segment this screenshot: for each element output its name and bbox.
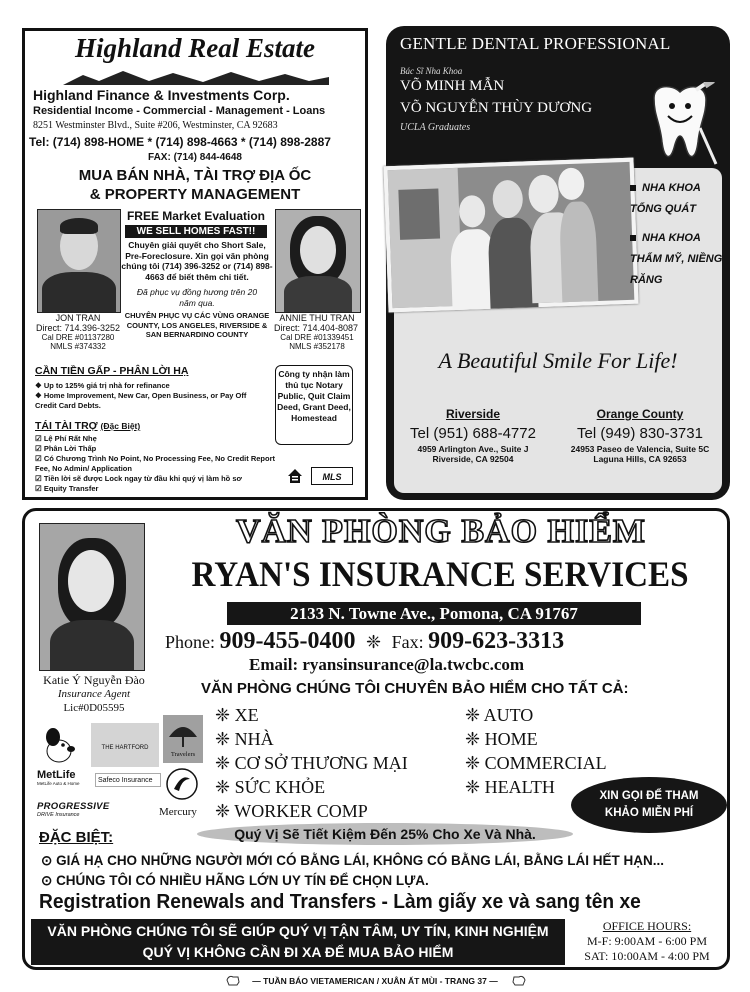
refi-item: ☑ Phân Lời Thấp	[35, 444, 97, 453]
notary-box: Công ty nhận làm thủ tục Notary Public, Quit Claim Deed, Grant Deed, Homestead	[275, 365, 353, 445]
urgent-list	[35, 381, 270, 411]
office-hours-saturday: SAT: 10:00AM - 4:00 PM	[584, 949, 710, 963]
agent-title: Insurance Agent	[57, 688, 131, 700]
asterism-icon: ❈	[465, 705, 484, 725]
refi-item: ☑ Lệ Phí Rất Nhẹ	[35, 434, 97, 443]
list-item: ❈ SỨC KHỎE	[215, 777, 326, 797]
metlife-logo: MetLife MetLife Auto & Home	[37, 769, 80, 786]
highland-address: 8251 Westminster Blvd., Suite #206, Westminster, CA 92683	[33, 120, 278, 131]
urgent-title: CẦN TIỀN GẤP - PHÂN LỜI HẠ	[35, 365, 189, 377]
office-address-line2: Laguna Hills, CA 92653	[593, 454, 687, 464]
insurance-specialty: VĂN PHÒNG CHÚNG TÔI CHUYÊN BẢO HIỂM CHO TẤT CẢ:	[201, 680, 629, 697]
diamond-bullet-icon: ❖	[35, 381, 44, 390]
asterism-icon: ❈	[465, 753, 485, 773]
checkbox-icon: ☑	[35, 444, 44, 453]
office-tel: Tel (949) 830-3731	[577, 425, 703, 442]
office-orange-county	[554, 407, 726, 464]
highland-fax: FAX: (714) 844-4648	[148, 152, 242, 163]
asterism-icon: ❈	[465, 777, 485, 797]
safeco-logo: Safeco Insurance	[95, 773, 161, 787]
dental-school: UCLA Graduates	[400, 122, 471, 133]
square-bullet-icon	[630, 185, 636, 191]
list-item: ❈ CƠ SỞ THƯƠNG MẠI	[215, 753, 408, 773]
list-item: ❈ WORKER COMP	[215, 801, 368, 821]
phone-label: Phone:	[165, 632, 216, 652]
insurance-phone-line	[165, 628, 725, 655]
dental-service-2: NHA KHOA THẨM MỸ, NIỀNG RĂNG	[630, 232, 723, 286]
page-footer: — TUẦN BÁO VIETAMERICAN / XUÂN ẤT MÙI - TRANG 37 —	[252, 976, 498, 986]
agent-dre-annie: Cal DRE #01339451	[280, 333, 354, 342]
counties-text: CHUYÊN PHỤC VỤ CÁC VÙNG ORANGE COUNTY, LOS ANGELES, RIVERSIDE & SAN BERNARDINO COUNTY	[124, 311, 270, 339]
checkbox-icon: ☑	[35, 474, 44, 483]
insurance-email: Email: ryansinsurance@la.twcbc.com	[249, 655, 525, 674]
snoopy-logo	[39, 725, 79, 765]
bottom-line-1: VĂN PHÒNG CHÚNG TÔI SẼ GIÚP QUÝ VỊ TẬN TÂM, UY TÍN, KINH NGHIỆM	[47, 923, 549, 939]
agent-photo-jon	[37, 209, 121, 313]
phone-number: 909-455-0400	[219, 628, 356, 654]
highland-headline-2: & PROPERTY MANAGEMENT	[89, 186, 301, 203]
agent-license: Lic#0D05595	[63, 702, 125, 714]
highland-ad	[22, 28, 368, 500]
mls-logo: MLS	[311, 467, 353, 485]
checkbox-icon: ☑	[35, 454, 44, 463]
office-address-line2: Riverside, CA 92504	[432, 454, 514, 464]
hartford-logo: THE HARTFORD	[91, 723, 159, 767]
family-photo	[384, 158, 639, 313]
sell-fast-banner: WE SELL HOMES FAST!!	[125, 225, 267, 238]
circle-bullet-icon: ⊙	[41, 853, 57, 868]
office-tel: Tel (951) 688-4772	[410, 425, 536, 442]
special-list	[41, 851, 721, 891]
fax-number: 909-623-3313	[428, 628, 565, 654]
list-item: ❈ COMMERCIAL	[465, 753, 607, 773]
mercury-logo: Mercury	[159, 767, 209, 818]
square-bullet-icon	[630, 235, 636, 241]
office-name: Orange County	[596, 407, 684, 421]
refi-item: ☑ Tiền lời sẽ được Lock ngay từ đầu khi quý vị làm hồ sơ	[35, 474, 242, 483]
refi-title: TÁI TÀI TRỢ (Đặc Biệt)	[35, 420, 141, 432]
agent-direct-annie: Direct: 714.404-8087	[273, 323, 359, 333]
travelers-logo: Travelers	[163, 715, 203, 763]
refi-item: ☑ Có Chương Trình No Point, No Processing Fee, No Credit Report Fee, No Admin/ Application	[35, 454, 276, 473]
office-hours-title: OFFICE HOURS:	[602, 919, 692, 933]
agent-photo-annie	[275, 209, 361, 313]
free-evaluation: FREE Market Evaluation	[126, 209, 266, 223]
bottom-banner	[31, 919, 565, 965]
urgent-item: ❖ Up to 125% giá trị nhà for refinance	[35, 381, 170, 390]
office-riverside	[398, 407, 548, 464]
list-item: ❈ HOME	[465, 729, 538, 749]
insurance-title-en: RYAN'S INSURANCE SERVICES	[191, 554, 689, 594]
agent-dre-jon: Cal DRE #01137280	[41, 333, 115, 342]
doctor-1: VÕ MINH MẪN	[400, 78, 505, 94]
asterism-icon: ❈	[215, 729, 235, 749]
office-hours-weekday: M-F: 9:00AM - 6:00 PM	[586, 934, 708, 948]
highland-title: Highland Real Estate	[74, 33, 316, 63]
circle-bullet-icon: ⊙	[41, 873, 57, 888]
agent-direct-jon: Direct: 714.396-3252	[35, 323, 121, 333]
equal-housing-icon	[287, 468, 303, 484]
asterism-icon: ❈	[366, 632, 382, 652]
checkbox-icon: ☑	[35, 434, 44, 443]
agent-name-jon: JON TRAN	[55, 313, 101, 323]
list-item: ❈ NHÀ	[215, 729, 274, 749]
dog-right-icon	[512, 974, 526, 986]
list-item: ❈ XE	[215, 705, 259, 725]
diamond-bullet-icon: ❖	[35, 391, 44, 400]
highland-tel: Tel: (714) 898-HOME * (714) 898-4663 * (714) 898-2887	[29, 135, 331, 149]
office-name: Riverside	[445, 407, 501, 421]
dental-service-1: NHA KHOA TỔNG QUÁT	[630, 182, 701, 215]
savings-banner: Quý Vị Sẽ Tiết Kiệm Đến 25% Cho Xe Và Nhà.	[197, 823, 573, 845]
asterism-icon: ❈	[215, 777, 235, 797]
short-sale-text: Chuyên giải quyết cho Short Sale, Pre-Foreclosure. Xin gọi văn phòng chúng tôi (714) 396-3252 or (714) 898-4663 để biết thêm chi tiết.	[121, 240, 273, 282]
special-item: ⊙ GIÁ HẠ CHO NHỮNG NGƯỜI MỚI CÓ BẰNG LÁI, KHÔNG CÓ BẰNG LÁI, BẰNG LÁI HẾT HẠN...	[41, 853, 664, 868]
progressive-logo: PROGRESSIVE DRIVE Insurance	[37, 801, 110, 818]
asterism-icon: ❈	[215, 705, 235, 725]
special-item: ⊙ CHÚNG TÔI CÓ NHIỀU HÃNG LỚN UY TÍN ĐỂ CHỌN LỰA.	[41, 873, 429, 888]
office-address-line1: 24953 Paseo de Valencia, Suite 5C	[570, 444, 710, 454]
dental-slogan: A Beautiful Smile For Life!	[438, 348, 678, 373]
mountain-logo	[63, 69, 329, 85]
agent-nmls-jon: NMLS #374332	[50, 342, 106, 351]
tooth-mascot-icon	[642, 82, 718, 168]
call-free-consult-badge: XIN GỌI ĐỂ THAM KHẢO MIỄN PHÍ	[571, 777, 727, 833]
insurance-title-vn: VĂN PHÒNG BẢO HIỂM	[236, 513, 646, 550]
agent-nmls-annie: NMLS #352178	[289, 342, 345, 351]
office-hours	[569, 919, 725, 964]
highland-company: Highland Finance & Investments Corp.	[33, 87, 290, 103]
checkbox-icon: ☑	[35, 484, 44, 493]
list-item: ❈ HEALTH	[465, 777, 555, 797]
refi-item: ☑ Equity Transfer	[35, 484, 99, 493]
highland-headline-1: MUA BÁN NHÀ, TÀI TRỢ ĐỊA ỐC	[78, 167, 312, 184]
agent-photo-katie	[39, 523, 145, 671]
urgent-item: ❖ Home Improvement, New Car, Open Business, or Pay Off Credit Card Debts.	[35, 391, 247, 410]
doctor-2: VÕ NGUYỄN THÙY DƯƠNG	[400, 100, 593, 116]
asterism-icon: ❈	[465, 729, 485, 749]
served-text: Đã phục vụ đồng hương trên 20 năm qua.	[136, 287, 258, 308]
list-item: ❈ AUTO	[465, 705, 534, 725]
agent-name-annie: ANNIE THU TRAN	[279, 313, 355, 323]
agent-name-katie: Katie Ý Nguyễn Đào	[43, 673, 145, 687]
refi-list	[35, 434, 287, 494]
dental-title: GENTLE DENTAL PROFESSIONAL	[400, 34, 671, 53]
registration-line: Registration Renewals and Transfers - Làm giấy xe và sang tên xe	[39, 891, 641, 913]
special-label: ĐẶC BIỆT:	[39, 829, 114, 846]
asterism-icon: ❈	[215, 753, 235, 773]
dental-subtitle: Bác Sĩ Nha Khoa	[400, 66, 463, 76]
insurance-address: 2133 N. Towne Ave., Pomona, CA 91767	[227, 602, 641, 625]
bottom-line-2: QUÝ VỊ KHÔNG CẦN ĐI XA ĐỂ MUA BẢO HIỂM	[142, 944, 454, 960]
insurance-ad	[22, 508, 730, 970]
asterism-icon: ❈	[215, 801, 235, 821]
dental-ad	[386, 26, 730, 500]
office-address-line1: 4959 Arlington Ave., Suite J	[417, 444, 529, 454]
fax-label: Fax:	[391, 632, 424, 652]
insurance-list-vn	[215, 703, 465, 823]
highland-services: Residential Income - Commercial - Management - Loans	[33, 105, 326, 117]
